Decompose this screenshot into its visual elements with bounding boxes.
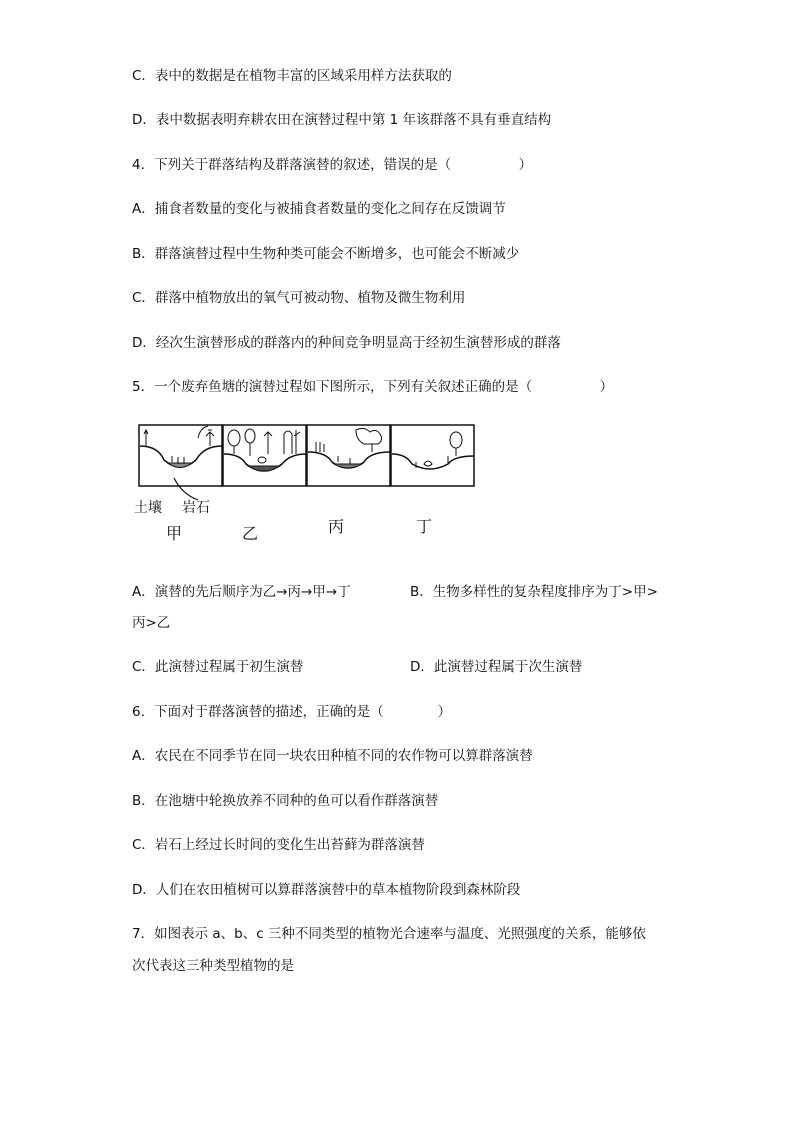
panel-label-ding: 丁 [416,517,433,536]
question-7-stem: 7．如图表示 a、b、c 三种不同类型的植物光合速率与温度、光照强度的关系，能够依 [132,926,646,942]
q6-option-c: C．岩石上经过长时间的变化生出苔藓为群落演替 [132,837,425,853]
panel-ding-drawing [390,424,475,487]
q6-option-d: D．人们在农田植树可以算群落演替中的草本植物阶段到森林阶段 [132,882,521,898]
question-7-stem-continued: 次代表这三种类型植物的是 [132,958,294,974]
panel-label-bing: 丙 [328,517,345,536]
q4-option-b: B．群落演替过程中生物种类可能会不断增多，也可能会不断减少 [132,246,520,262]
q5-option-a: A．演替的先后顺序为乙→丙→甲→丁 [132,584,351,600]
q4-option-c: C．群落中植物放出的氧气可被动物、植物及微生物利用 [132,290,466,306]
question-6-stem: 6．下面对于群落演替的描述，正确的是（ ） [132,704,452,720]
question-5-stem: 5．一个废弃鱼塘的演替过程如下图所示，下列有关叙述正确的是（ ） [132,379,614,395]
q6-option-a: A．农民在不同季节在同一块农田种植不同的农作物可以算群落演替 [132,748,533,764]
panel-yi-drawing [222,424,307,487]
panel-bing-drawing [306,424,391,487]
panel-label-jia: 甲 [166,524,183,543]
text-c-table-data: C．表中的数据是在植物丰富的区域采用样方法获取的 [132,68,452,84]
q4-option-a: A．捕食者数量的变化与被捕食者数量的变化之间存在反馈调节 [132,201,506,217]
rock-label: 岩石 [182,500,210,516]
text-d-table-vertical: D．表中数据表明弃耕农田在演替过程中第 1 年该群落不具有垂直结构 [132,112,552,128]
panel-label-yi: 乙 [242,524,259,543]
q5-option-d: D．此演替过程属于次生演替 [410,659,583,675]
q5-option-b-continued: 丙>乙 [132,615,171,631]
q5-option-b: B．生物多样性的复杂程度排序为丁>甲> [410,584,658,600]
q4-option-d: D．经次生演替形成的群落内的种间竞争明显高于经初生演替形成的群落 [132,335,561,351]
pond-succession-figure [132,424,472,549]
question-4-stem: 4．下列关于群落结构及群落演替的叙述，错误的是（ ） [132,157,533,173]
q6-option-b: B．在池塘中轮换放养不同种的鱼可以看作群落演替 [132,793,439,809]
q5-option-c: C．此演替过程属于初生演替 [132,659,304,675]
soil-label: 土壤 [134,500,162,516]
